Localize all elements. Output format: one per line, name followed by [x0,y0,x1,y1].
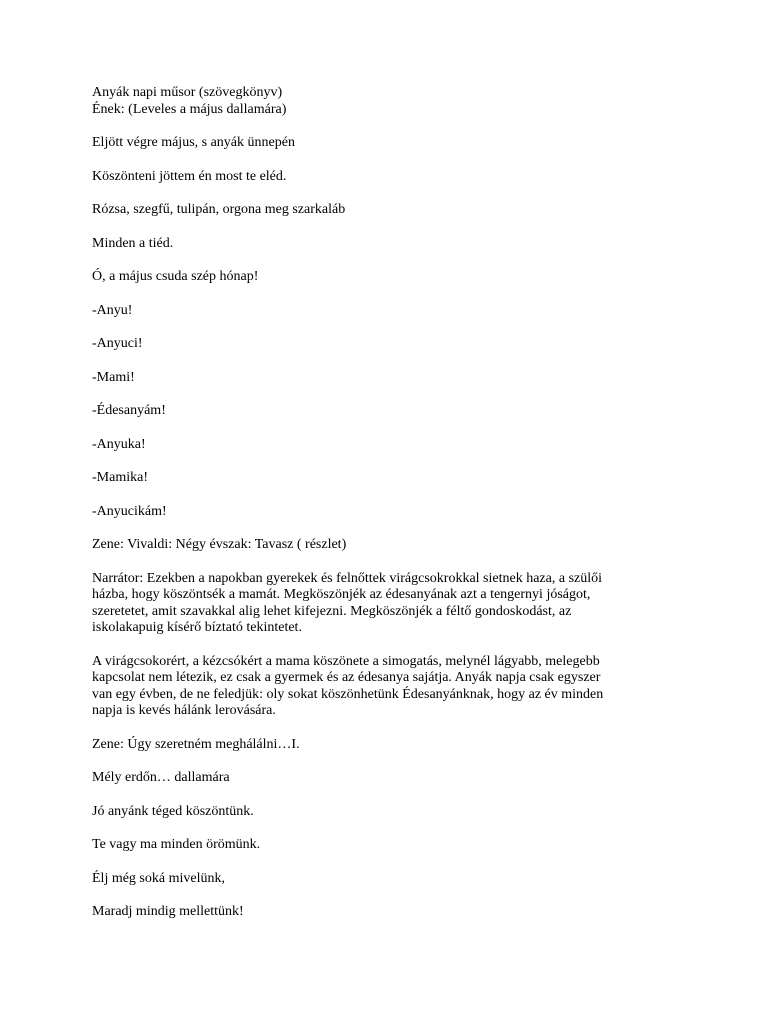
narrator-paragraph [92,571,678,637]
narrator-line: szeretetet, amit szavakkal alig lehet kifejezni. Megköszönjék a féltő gondoskodást, az [92,603,572,619]
song-line: Minden a tiéd. [92,235,174,251]
song-line: Jó anyánk téged köszöntünk. [92,803,254,819]
document-header [92,85,678,118]
song-line: Te vagy ma minden örömünk. [92,837,261,852]
exclamation-line: -Anyu! [92,302,133,318]
exclamation-line: -Anyuci! [92,336,143,351]
narrator-line: iskolakapuig kísérő bíztató tekintetet. [92,620,302,635]
thanks-line: napja is kevés hálánk lerovására. [92,703,276,718]
exclamation-line: -Mami! [92,369,135,385]
song-line: Köszönteni jöttem én most te eléd. [92,168,287,184]
song-cue: Mély erdőn… dallamára [92,770,230,785]
song-line: Eljött végre május, s anyák ünnepén [92,135,295,150]
thanks-line: A virágcsokorért, a kézcsókért a mama köszönete a simogatás, melynél lágyabb, melegebb [92,653,600,669]
thanks-line: van egy évben, de ne feledjük: oly sokat köszönhetünk Édesanyánknak, hogy az év minden [92,686,604,702]
exclamation-line: -Anyuka! [92,436,146,452]
music-cue: Zene: Úgy szeretném meghálálni…I. [92,736,300,752]
thanks-paragraph [92,654,678,720]
document-subtitle: Ének: (Leveles a május dallamára) [92,101,287,117]
document-title: Anyák napi műsor (szövegkönyv) [92,85,283,100]
narrator-line: házba, hogy köszöntsék a mamát. Megköszönjék az édesanyának azt a tengernyi jóságot, [92,587,591,602]
song-line: Élj még soká mivelünk, [92,870,225,886]
song-line: Maradj mindig mellettünk! [92,904,244,919]
exclamation-line: -Anyucikám! [92,503,167,519]
document-page [92,85,678,938]
exclamation-line: -Mamika! [92,470,148,485]
exclamation-line: -Édesanyám! [92,403,166,418]
narrator-line: Narrátor: Ezekben a napokban gyerekek és felnőttek virágcsokrokkal sietnek haza, a szülői [92,570,603,586]
song-line: Rózsa, szegfű, tulipán, orgona meg szarkaláb [92,202,346,217]
song-line: Ó, a május csuda szép hónap! [92,269,259,284]
thanks-line: kapcsolat nem létezik, ez csak a gyermek és az édesanya sajátja. Anyák napja csak egyszer [92,670,601,685]
music-cue: Zene: Vivaldi: Négy évszak: Tavasz ( részlet) [92,537,347,552]
